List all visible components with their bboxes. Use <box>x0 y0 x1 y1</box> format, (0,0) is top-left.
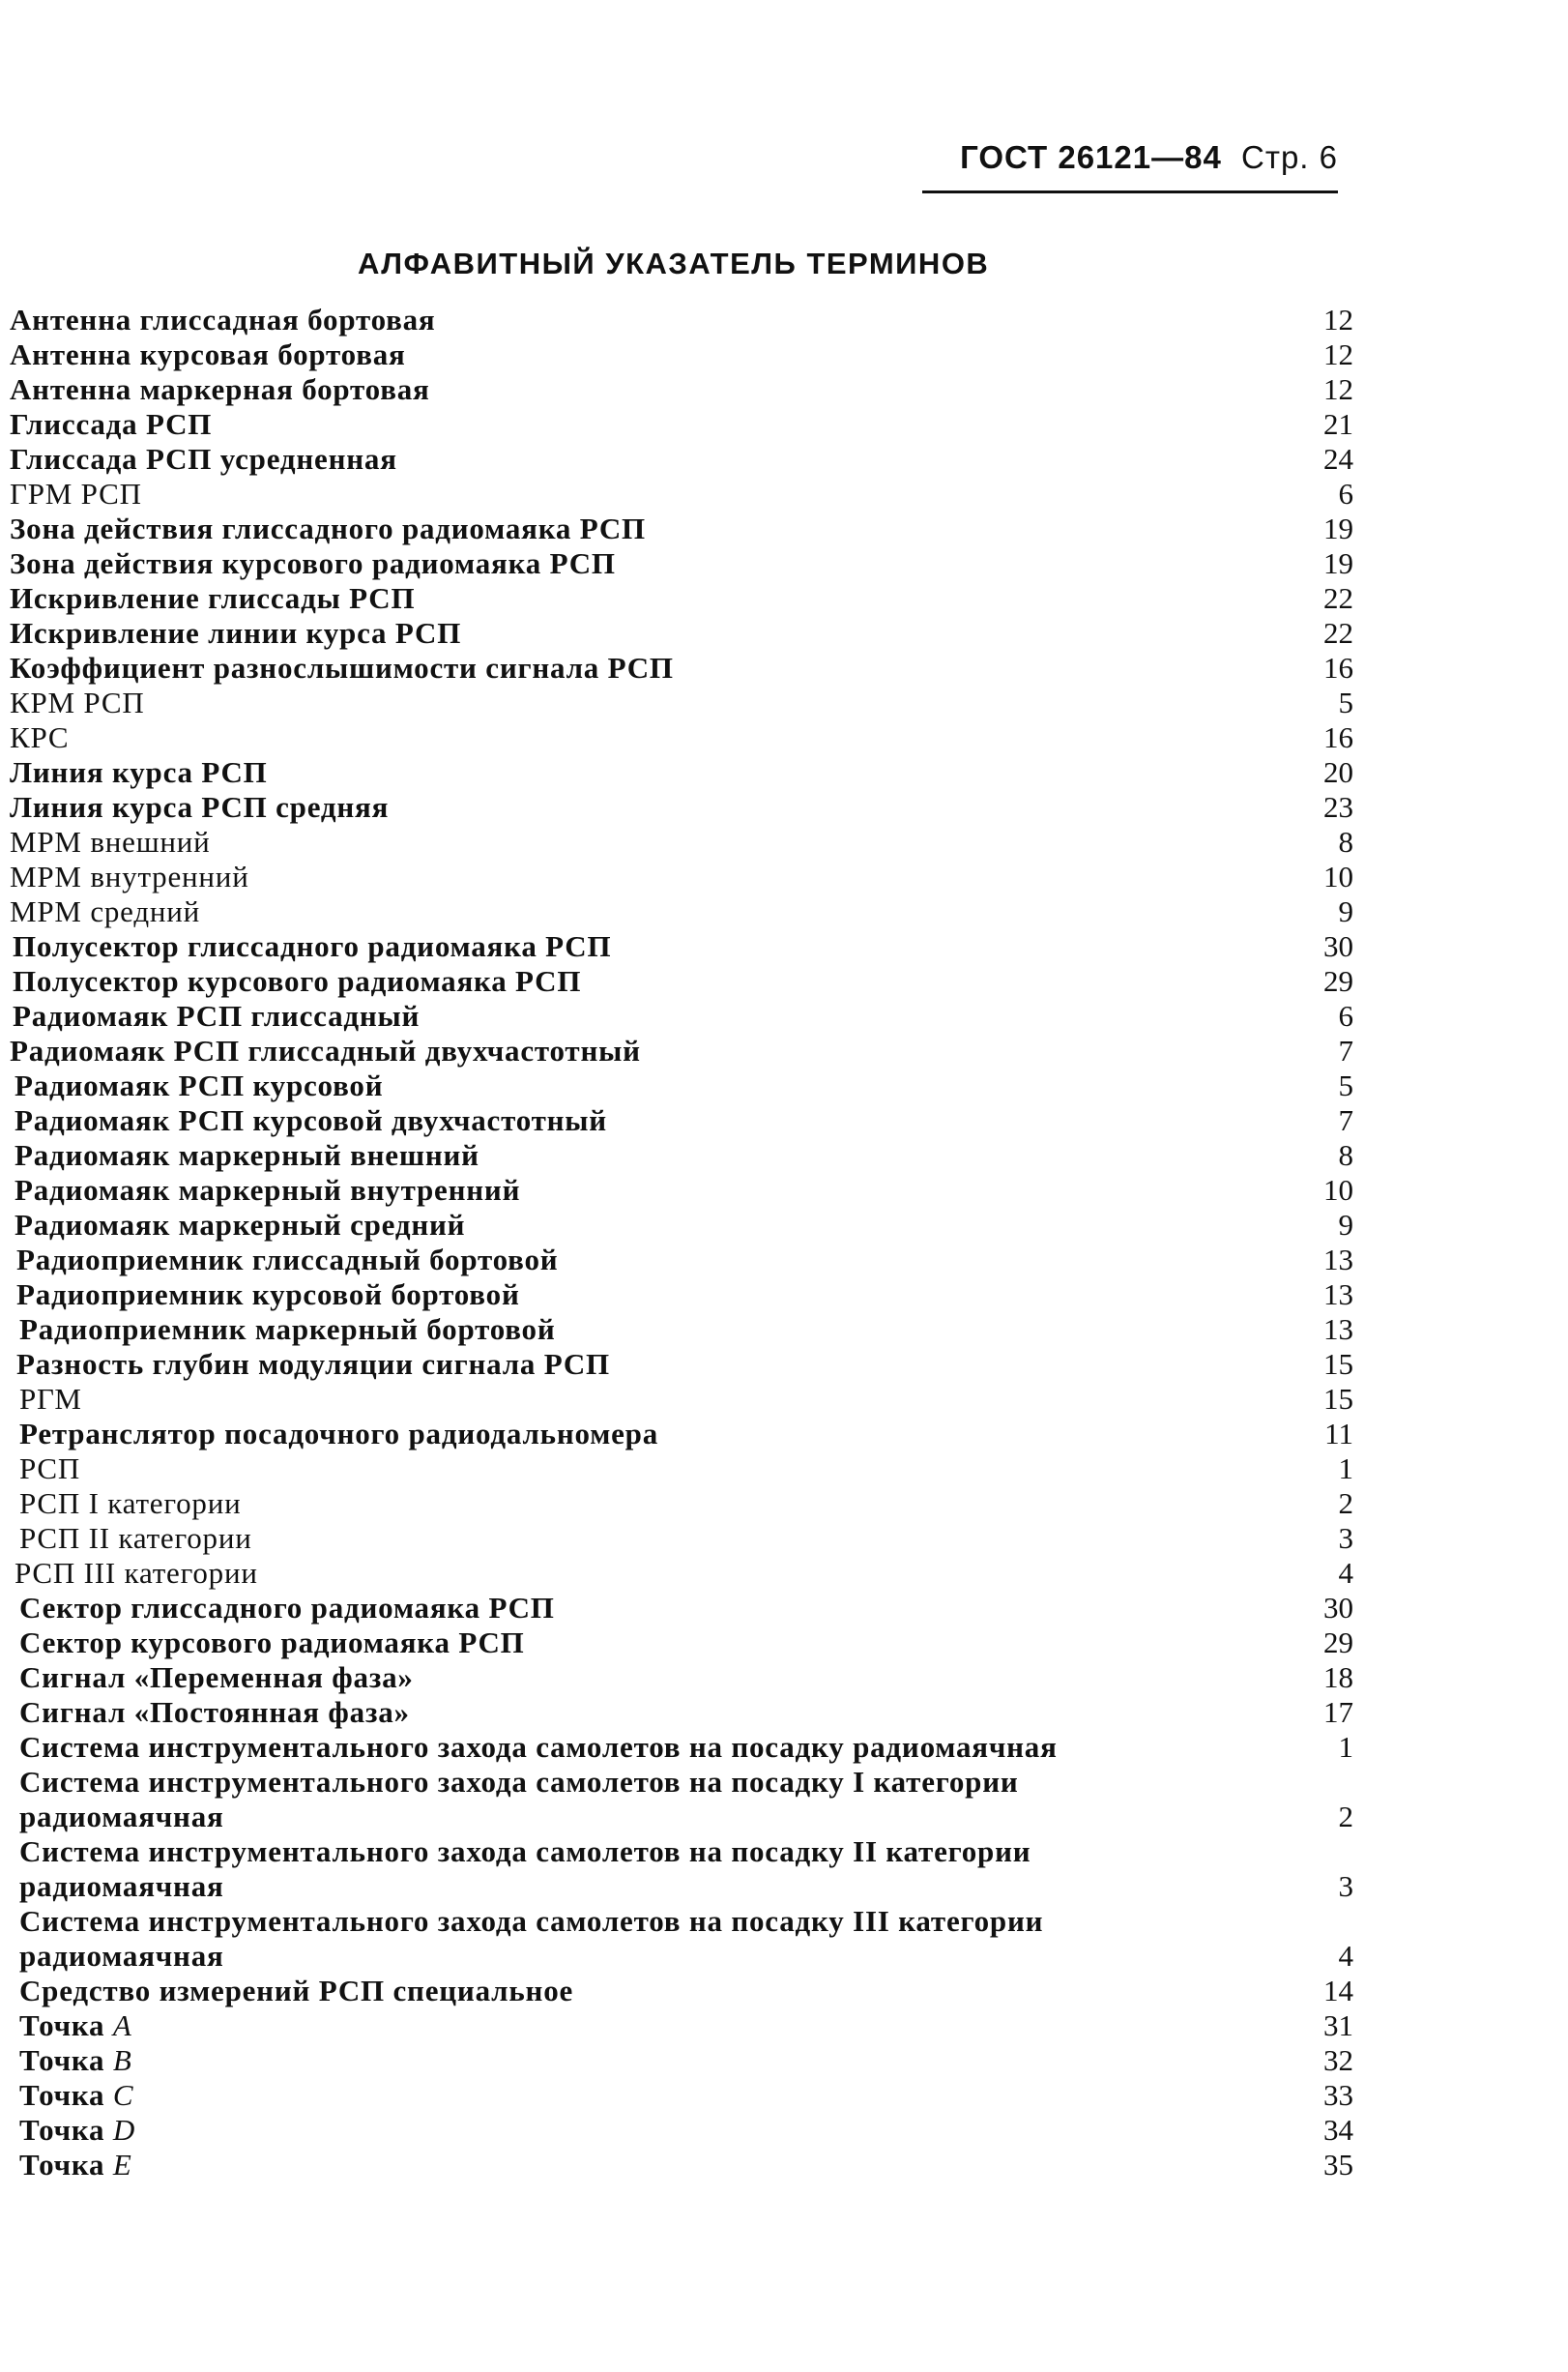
index-term <box>13 999 1221 1034</box>
index-term <box>19 2008 1228 2043</box>
index-term-text: Антенна глиссадная бортовая <box>10 303 436 337</box>
index-term-number: 15 <box>1323 1347 1353 1381</box>
index-term <box>15 1556 1223 1591</box>
index-term <box>10 651 1218 686</box>
index-term-text: Система инструментального захода самолетов на посадку I категории <box>19 1765 1019 1799</box>
index-term <box>16 1243 1225 1277</box>
index-term-number: 22 <box>1323 616 1353 650</box>
index-term-number: 1 <box>1338 1730 1353 1764</box>
index-term-number: 10 <box>1323 860 1353 893</box>
index-entry <box>10 1243 1353 1277</box>
index-entry <box>10 1208 1353 1243</box>
index-term <box>15 1208 1223 1243</box>
index-term-number: 13 <box>1323 1312 1353 1346</box>
index-term-text: КРМ РСП <box>10 686 145 719</box>
index-entry <box>10 1765 1353 1834</box>
index-term <box>19 2148 1228 2182</box>
index-entry <box>10 1138 1353 1173</box>
index-term-text: РСП II категории <box>19 1521 252 1555</box>
index-term-text: Зона действия курсового радиомаяка РСП <box>10 546 616 580</box>
index-term <box>10 894 1218 929</box>
index-term-text: Глиссада РСП <box>10 407 213 441</box>
index-entry <box>10 303 1353 337</box>
index-term-number: 7 <box>1338 1034 1353 1068</box>
index-term <box>19 2078 1228 2113</box>
index-term <box>19 1382 1228 1417</box>
index-entry <box>10 512 1353 546</box>
index-term <box>15 1173 1223 1208</box>
index-term-text: Коэффициент разнослышимости сигнала РСП <box>10 651 674 685</box>
index-entry <box>10 825 1353 860</box>
index-term-point: D <box>112 2113 136 2147</box>
index-term <box>15 1103 1223 1138</box>
index-term <box>10 477 1218 512</box>
index-term-text: Антенна маркерная бортовая <box>10 372 430 406</box>
index-term-text: Радиомаяк маркерный внутренний <box>15 1173 521 1207</box>
index-entry <box>10 790 1353 825</box>
index-term-number: 31 <box>1323 2008 1353 2042</box>
index-term-text: Ретранслятор посадочного радиодальномера <box>19 1417 659 1450</box>
index-term-point: A <box>112 2008 132 2042</box>
index-term-number: 12 <box>1323 303 1353 337</box>
index-term-text: Точка <box>19 2043 105 2077</box>
index-term <box>19 1695 1228 1730</box>
index-term-number: 9 <box>1338 894 1353 928</box>
index-term-text: Радиоприемник глиссадный бортовой <box>16 1243 559 1276</box>
index-entry <box>10 1069 1353 1103</box>
index-entry <box>10 2008 1353 2043</box>
index-term-number: 33 <box>1323 2078 1353 2112</box>
index-term-number: 23 <box>1323 790 1353 824</box>
index-term <box>19 1660 1228 1695</box>
index-entry <box>10 1695 1353 1730</box>
index-term-number: 2 <box>1338 1800 1353 1833</box>
index-entry <box>10 1486 1353 1521</box>
index-term <box>16 1347 1225 1382</box>
index-term <box>13 929 1221 964</box>
index-entry <box>10 1451 1353 1486</box>
index-term-text: Радиомаяк маркерный внешний <box>15 1138 479 1172</box>
index-entry <box>10 407 1353 442</box>
index-title: АЛФАВИТНЫЙ УКАЗАТЕЛЬ ТЕРМИНОВ <box>358 247 990 280</box>
index-entry <box>10 1730 1353 1765</box>
index-term-text: Сигнал «Переменная фаза» <box>19 1660 414 1694</box>
index-term-text: Искривление линии курса РСП <box>10 616 462 650</box>
index-entry <box>10 1312 1353 1347</box>
index-term <box>10 1034 1218 1069</box>
standard-number: ГОСТ 26121—84 <box>960 139 1222 175</box>
index-term-text: Разность глубин модуляции сигнала РСП <box>16 1347 610 1381</box>
index-term-number: 1 <box>1338 1451 1353 1485</box>
index-term-continuation: радиомаячная <box>19 1869 224 1903</box>
index-term-number: 12 <box>1323 372 1353 406</box>
index-term <box>10 825 1218 860</box>
index-term-text: Радиомаяк маркерный средний <box>15 1208 466 1242</box>
index-term-text: РСП I категории <box>19 1486 242 1520</box>
index-term-number: 29 <box>1323 964 1353 998</box>
index-entry <box>10 2078 1353 2113</box>
index-term-text: Сигнал «Постоянная фаза» <box>19 1695 410 1729</box>
index-entry <box>10 337 1353 372</box>
index-entry <box>10 1382 1353 1417</box>
index-term-number: 13 <box>1323 1243 1353 1276</box>
index-entry <box>10 1521 1353 1556</box>
index-term <box>16 1277 1225 1312</box>
index-term <box>19 1451 1228 1486</box>
index-term <box>19 1486 1228 1521</box>
index-term-continuation: радиомаячная <box>19 1939 224 1973</box>
index-term-number: 32 <box>1323 2043 1353 2077</box>
index-term <box>19 1312 1228 1347</box>
index-term-text: Полусектор курсового радиомаяка РСП <box>13 964 582 998</box>
index-term <box>10 755 1218 790</box>
index-entry <box>10 442 1353 477</box>
index-entry <box>10 929 1353 964</box>
index-term-number: 6 <box>1338 999 1353 1033</box>
index-term-text: Радиомаяк РСП глиссадный <box>13 999 421 1033</box>
index-entry <box>10 860 1353 894</box>
page-number: Стр. 6 <box>1241 139 1338 175</box>
index-term-text: Радиомаяк РСП курсовой <box>15 1069 384 1102</box>
index-entry <box>10 1556 1353 1591</box>
index-entry <box>10 372 1353 407</box>
index-term-number: 6 <box>1338 477 1353 511</box>
index-entry <box>10 1173 1353 1208</box>
index-term-number: 7 <box>1338 1103 1353 1137</box>
index-term <box>13 964 1221 999</box>
index-term-text: Линия курса РСП средняя <box>10 790 390 824</box>
index-term-text: Искривление глиссады РСП <box>10 581 416 615</box>
index-term <box>19 1974 1228 2008</box>
index-term <box>10 337 1218 372</box>
index-term <box>10 860 1218 894</box>
index-term-point: E <box>112 2148 132 2182</box>
index-entry <box>10 720 1353 755</box>
index-term-text: ГРМ РСП <box>10 477 142 511</box>
index-term-text: КРС <box>10 720 70 754</box>
index-entry <box>10 686 1353 720</box>
index-term <box>19 2113 1228 2148</box>
index-term-number: 3 <box>1338 1521 1353 1555</box>
index-term-number: 11 <box>1324 1417 1353 1450</box>
index-term <box>10 442 1218 477</box>
index-term-text: РСП <box>19 1451 81 1485</box>
index-entry <box>10 546 1353 581</box>
index-term <box>10 720 1218 755</box>
index-term-text: Система инструментального захода самолетов на посадку III категории <box>19 1904 1044 1938</box>
index-term <box>19 1765 1228 1834</box>
index-term-number: 13 <box>1323 1277 1353 1311</box>
page-header <box>922 138 1338 177</box>
index-term <box>10 616 1218 651</box>
index-entry <box>10 616 1353 651</box>
index-entry <box>10 1034 1353 1069</box>
index-term-text: МРМ средний <box>10 894 201 928</box>
index-entry <box>10 1103 1353 1138</box>
index-entry <box>10 894 1353 929</box>
index-term-text: Радиоприемник маркерный бортовой <box>19 1312 556 1346</box>
index-term-number: 21 <box>1323 407 1353 441</box>
index-term-text: Система инструментального захода самолетов на посадку радиомаячная <box>19 1730 1058 1764</box>
index-term-text: Полусектор глиссадного радиомаяка РСП <box>13 929 612 963</box>
index-term <box>10 407 1218 442</box>
index-term <box>19 2043 1228 2078</box>
index-term <box>19 1904 1228 1974</box>
index-term <box>10 790 1218 825</box>
index-term-text: Точка <box>19 2113 105 2147</box>
index-term-number: 4 <box>1338 1556 1353 1590</box>
index-entry <box>10 1625 1353 1660</box>
index-term <box>10 686 1218 720</box>
index-term-number: 29 <box>1323 1625 1353 1659</box>
index-term-text: Радиоприемник курсовой бортовой <box>16 1277 520 1311</box>
index-entry <box>10 1834 1353 1904</box>
index-entry <box>10 1417 1353 1451</box>
index-term-number: 3 <box>1338 1869 1353 1903</box>
index-term <box>19 1625 1228 1660</box>
index-term-number: 30 <box>1323 1591 1353 1625</box>
term-index <box>10 303 1353 2182</box>
index-term-number: 8 <box>1338 1138 1353 1172</box>
index-entry <box>10 1904 1353 1974</box>
index-term-number: 12 <box>1323 337 1353 371</box>
index-term-number: 18 <box>1323 1660 1353 1694</box>
index-term-number: 19 <box>1323 512 1353 545</box>
index-term-number: 20 <box>1323 755 1353 789</box>
index-entry <box>10 755 1353 790</box>
index-term-number: 14 <box>1323 1974 1353 2007</box>
index-entry <box>10 2148 1353 2182</box>
index-entry <box>10 581 1353 616</box>
index-term-text: Радиомаяк РСП глиссадный двухчастотный <box>10 1034 641 1068</box>
index-entry <box>10 2043 1353 2078</box>
index-term <box>19 1834 1228 1904</box>
index-term-number: 30 <box>1323 929 1353 963</box>
index-term-text: МРМ внешний <box>10 825 211 859</box>
index-term <box>19 1730 1228 1765</box>
index-term-text: Средство измерений РСП специальное <box>19 1974 574 2007</box>
index-term-continuation: радиомаячная <box>19 1800 224 1833</box>
index-term <box>15 1138 1223 1173</box>
index-term-number: 5 <box>1338 1069 1353 1102</box>
index-term <box>19 1417 1228 1451</box>
index-term-number: 34 <box>1323 2113 1353 2147</box>
index-term-text: РСП III категории <box>15 1556 258 1590</box>
index-term <box>19 1521 1228 1556</box>
index-term-number: 17 <box>1323 1695 1353 1729</box>
index-term-number: 4 <box>1338 1939 1353 1973</box>
index-term-text: Точка <box>19 2078 105 2112</box>
index-term-number: 9 <box>1338 1208 1353 1242</box>
header-rule <box>922 190 1338 193</box>
index-entry <box>10 1974 1353 2008</box>
index-term-text: Линия курса РСП <box>10 755 268 789</box>
index-term <box>10 303 1218 337</box>
index-term <box>10 546 1218 581</box>
index-term-number: 22 <box>1323 581 1353 615</box>
index-term-text: Радиомаяк РСП курсовой двухчастотный <box>15 1103 607 1137</box>
index-term-text: Глиссада РСП усредненная <box>10 442 397 476</box>
index-entry <box>10 1660 1353 1695</box>
index-term-number: 35 <box>1323 2148 1353 2182</box>
index-term-text: РГМ <box>19 1382 82 1416</box>
index-entry <box>10 1591 1353 1625</box>
index-term-text: Антенна курсовая бортовая <box>10 337 406 371</box>
index-term-text: Зона действия глиссадного радиомаяка РСП <box>10 512 646 545</box>
index-term-number: 15 <box>1323 1382 1353 1416</box>
index-term-text: Сектор глиссадного радиомаяка РСП <box>19 1591 555 1625</box>
index-term-number: 8 <box>1338 825 1353 859</box>
index-term-point: B <box>112 2043 132 2077</box>
index-entry <box>10 999 1353 1034</box>
index-term-number: 16 <box>1323 720 1353 754</box>
index-entry <box>10 651 1353 686</box>
index-term <box>10 581 1218 616</box>
index-term-number: 10 <box>1323 1173 1353 1207</box>
index-entry <box>10 1347 1353 1382</box>
index-term <box>10 372 1218 407</box>
index-term <box>10 512 1218 546</box>
index-term-text: МРМ внутренний <box>10 860 249 893</box>
index-term-number: 24 <box>1323 442 1353 476</box>
index-term-text: Точка <box>19 2148 105 2182</box>
index-entry <box>10 1277 1353 1312</box>
index-term <box>15 1069 1223 1103</box>
index-entry <box>10 2113 1353 2148</box>
index-entry <box>10 964 1353 999</box>
index-term-number: 16 <box>1323 651 1353 685</box>
index-term-text: Система инструментального захода самолетов на посадку II категории <box>19 1834 1031 1868</box>
index-entry <box>10 477 1353 512</box>
index-term-number: 19 <box>1323 546 1353 580</box>
index-term-point: C <box>112 2078 134 2112</box>
index-term-number: 5 <box>1338 686 1353 719</box>
index-term-text: Сектор курсового радиомаяка РСП <box>19 1625 525 1659</box>
index-term-number: 2 <box>1338 1486 1353 1520</box>
index-term-text: Точка <box>19 2008 105 2042</box>
index-term <box>19 1591 1228 1625</box>
